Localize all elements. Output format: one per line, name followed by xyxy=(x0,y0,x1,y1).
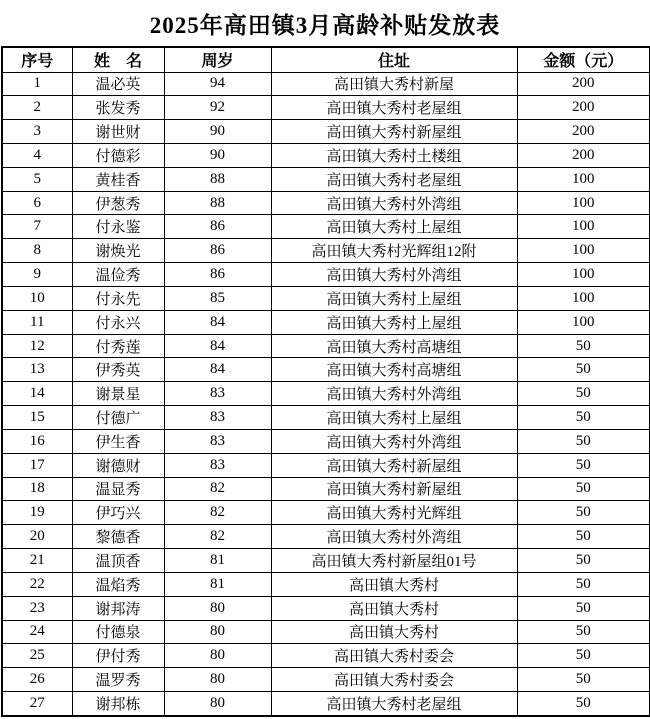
cell-name: 付德广 xyxy=(72,406,164,430)
cell-amount: 50 xyxy=(517,596,650,620)
header-seq: 序号 xyxy=(2,47,72,72)
cell-address: 高田镇大秀村新屋组 xyxy=(271,477,517,501)
cell-age: 80 xyxy=(164,644,271,668)
table-body xyxy=(2,72,650,716)
cell-age: 81 xyxy=(164,572,271,596)
table-row xyxy=(2,382,650,406)
cell-seq: 18 xyxy=(2,477,72,501)
cell-address: 高田镇大秀村上屋组 xyxy=(271,286,517,310)
cell-amount: 100 xyxy=(517,286,650,310)
cell-name: 温俭秀 xyxy=(72,263,164,287)
cell-address: 高田镇大秀村新屋组01号 xyxy=(271,549,517,573)
cell-seq: 21 xyxy=(2,549,72,573)
cell-address: 高田镇大秀村外湾组 xyxy=(271,191,517,215)
table-row xyxy=(2,286,650,310)
cell-amount: 50 xyxy=(517,429,650,453)
header-address: 住址 xyxy=(271,47,517,72)
cell-seq: 8 xyxy=(2,239,72,263)
cell-seq: 25 xyxy=(2,644,72,668)
cell-address: 高田镇大秀村老屋组 xyxy=(271,96,517,120)
cell-name: 付德泉 xyxy=(72,620,164,644)
cell-seq: 17 xyxy=(2,453,72,477)
cell-age: 86 xyxy=(164,239,271,263)
table-row xyxy=(2,692,650,716)
table-row xyxy=(2,429,650,453)
cell-address: 高田镇大秀村土楼组 xyxy=(271,143,517,167)
cell-age: 86 xyxy=(164,263,271,287)
cell-amount: 50 xyxy=(517,406,650,430)
cell-name: 付永先 xyxy=(72,286,164,310)
header-name: 姓 名 xyxy=(72,47,164,72)
cell-seq: 3 xyxy=(2,120,72,144)
cell-amount: 50 xyxy=(517,477,650,501)
cell-name: 伊巧兴 xyxy=(72,501,164,525)
cell-age: 88 xyxy=(164,167,271,191)
cell-age: 83 xyxy=(164,453,271,477)
cell-amount: 100 xyxy=(517,191,650,215)
cell-address: 高田镇大秀村外湾组 xyxy=(271,525,517,549)
cell-amount: 50 xyxy=(517,501,650,525)
cell-address: 高田镇大秀村老屋组 xyxy=(271,692,517,716)
cell-age: 84 xyxy=(164,310,271,334)
cell-address: 高田镇大秀村上屋组 xyxy=(271,215,517,239)
cell-amount: 100 xyxy=(517,215,650,239)
header-amount: 金额（元） xyxy=(517,47,650,72)
cell-name: 张发秀 xyxy=(72,96,164,120)
table-row xyxy=(2,596,650,620)
cell-amount: 100 xyxy=(517,239,650,263)
cell-amount: 50 xyxy=(517,620,650,644)
cell-age: 85 xyxy=(164,286,271,310)
cell-address: 高田镇大秀村高塘组 xyxy=(271,358,517,382)
cell-address: 高田镇大秀村 xyxy=(271,620,517,644)
cell-amount: 50 xyxy=(517,525,650,549)
cell-amount: 100 xyxy=(517,167,650,191)
cell-address: 高田镇大秀村新屋组 xyxy=(271,120,517,144)
cell-age: 94 xyxy=(164,72,271,96)
cell-address: 高田镇大秀村外湾组 xyxy=(271,429,517,453)
cell-address: 高田镇大秀村老屋组 xyxy=(271,167,517,191)
cell-age: 80 xyxy=(164,692,271,716)
cell-age: 88 xyxy=(164,191,271,215)
cell-address: 高田镇大秀村外湾组 xyxy=(271,263,517,287)
cell-amount: 50 xyxy=(517,692,650,716)
subsidy-table xyxy=(1,46,650,717)
header-row xyxy=(2,47,650,72)
table-row xyxy=(2,620,650,644)
cell-amount: 200 xyxy=(517,72,650,96)
table-row xyxy=(2,239,650,263)
cell-name: 付德彩 xyxy=(72,143,164,167)
cell-seq: 23 xyxy=(2,596,72,620)
cell-seq: 9 xyxy=(2,263,72,287)
cell-name: 温焰秀 xyxy=(72,572,164,596)
cell-name: 温顶香 xyxy=(72,549,164,573)
cell-seq: 13 xyxy=(2,358,72,382)
cell-age: 81 xyxy=(164,549,271,573)
cell-name: 付秀莲 xyxy=(72,334,164,358)
cell-age: 82 xyxy=(164,501,271,525)
cell-seq: 1 xyxy=(2,72,72,96)
cell-age: 86 xyxy=(164,215,271,239)
cell-amount: 200 xyxy=(517,120,650,144)
cell-seq: 27 xyxy=(2,692,72,716)
table-row xyxy=(2,549,650,573)
cell-age: 84 xyxy=(164,334,271,358)
cell-name: 伊付秀 xyxy=(72,644,164,668)
cell-address: 高田镇大秀村 xyxy=(271,596,517,620)
cell-seq: 20 xyxy=(2,525,72,549)
table-row xyxy=(2,572,650,596)
table-row xyxy=(2,310,650,334)
cell-address: 高田镇大秀村新屋 xyxy=(271,72,517,96)
cell-address: 高田镇大秀村上屋组 xyxy=(271,406,517,430)
cell-seq: 26 xyxy=(2,668,72,692)
cell-seq: 22 xyxy=(2,572,72,596)
table-row xyxy=(2,501,650,525)
table-row xyxy=(2,453,650,477)
cell-name: 谢邦栋 xyxy=(72,692,164,716)
cell-amount: 50 xyxy=(517,549,650,573)
cell-age: 84 xyxy=(164,358,271,382)
cell-seq: 10 xyxy=(2,286,72,310)
cell-age: 83 xyxy=(164,406,271,430)
cell-name: 伊葱秀 xyxy=(72,191,164,215)
cell-amount: 100 xyxy=(517,310,650,334)
table-row xyxy=(2,120,650,144)
cell-age: 92 xyxy=(164,96,271,120)
cell-name: 黄桂香 xyxy=(72,167,164,191)
title-bar xyxy=(0,0,650,46)
cell-address: 高田镇大秀村高塘组 xyxy=(271,334,517,358)
cell-seq: 16 xyxy=(2,429,72,453)
table-row xyxy=(2,191,650,215)
cell-seq: 12 xyxy=(2,334,72,358)
cell-age: 90 xyxy=(164,143,271,167)
cell-address: 高田镇大秀村外湾组 xyxy=(271,382,517,406)
cell-name: 谢景星 xyxy=(72,382,164,406)
table-row xyxy=(2,143,650,167)
cell-age: 82 xyxy=(164,525,271,549)
header-age: 周岁 xyxy=(164,47,271,72)
cell-amount: 50 xyxy=(517,334,650,358)
cell-name: 伊秀英 xyxy=(72,358,164,382)
cell-address: 高田镇大秀村上屋组 xyxy=(271,310,517,334)
cell-name: 谢德财 xyxy=(72,453,164,477)
cell-name: 伊生香 xyxy=(72,429,164,453)
table-header xyxy=(2,47,650,72)
table-row xyxy=(2,72,650,96)
table-row xyxy=(2,406,650,430)
cell-address: 高田镇大秀村 xyxy=(271,572,517,596)
cell-seq: 5 xyxy=(2,167,72,191)
cell-name: 温罗秀 xyxy=(72,668,164,692)
cell-seq: 7 xyxy=(2,215,72,239)
table-row xyxy=(2,96,650,120)
cell-age: 82 xyxy=(164,477,271,501)
cell-seq: 15 xyxy=(2,406,72,430)
cell-seq: 19 xyxy=(2,501,72,525)
cell-amount: 50 xyxy=(517,358,650,382)
cell-amount: 50 xyxy=(517,382,650,406)
table-row xyxy=(2,644,650,668)
cell-age: 90 xyxy=(164,120,271,144)
cell-amount: 200 xyxy=(517,143,650,167)
cell-age: 83 xyxy=(164,382,271,406)
table-row xyxy=(2,477,650,501)
table-row xyxy=(2,263,650,287)
cell-amount: 200 xyxy=(517,96,650,120)
cell-seq: 4 xyxy=(2,143,72,167)
cell-name: 谢邦涛 xyxy=(72,596,164,620)
cell-amount: 50 xyxy=(517,644,650,668)
cell-age: 83 xyxy=(164,429,271,453)
cell-seq: 11 xyxy=(2,310,72,334)
cell-name: 黎德香 xyxy=(72,525,164,549)
cell-address: 高田镇大秀村光辉组 xyxy=(271,501,517,525)
cell-seq: 6 xyxy=(2,191,72,215)
cell-address: 高田镇大秀村委会 xyxy=(271,644,517,668)
cell-age: 80 xyxy=(164,668,271,692)
table-row xyxy=(2,358,650,382)
cell-seq: 24 xyxy=(2,620,72,644)
cell-amount: 50 xyxy=(517,453,650,477)
table-row xyxy=(2,525,650,549)
cell-name: 温必英 xyxy=(72,72,164,96)
cell-amount: 50 xyxy=(517,572,650,596)
cell-name: 付永鉴 xyxy=(72,215,164,239)
cell-address: 高田镇大秀村委会 xyxy=(271,668,517,692)
table-row xyxy=(2,167,650,191)
table-row xyxy=(2,334,650,358)
page-title: 2025年高田镇3月高龄补贴发放表 xyxy=(149,12,501,38)
cell-seq: 14 xyxy=(2,382,72,406)
cell-amount: 50 xyxy=(517,668,650,692)
cell-age: 80 xyxy=(164,620,271,644)
cell-name: 谢焕光 xyxy=(72,239,164,263)
cell-address: 高田镇大秀村光辉组12附 xyxy=(271,239,517,263)
cell-seq: 2 xyxy=(2,96,72,120)
cell-name: 温显秀 xyxy=(72,477,164,501)
cell-age: 80 xyxy=(164,596,271,620)
cell-name: 付永兴 xyxy=(72,310,164,334)
table-row xyxy=(2,668,650,692)
cell-name: 谢世财 xyxy=(72,120,164,144)
cell-amount: 100 xyxy=(517,263,650,287)
table-row xyxy=(2,215,650,239)
cell-address: 高田镇大秀村新屋组 xyxy=(271,453,517,477)
